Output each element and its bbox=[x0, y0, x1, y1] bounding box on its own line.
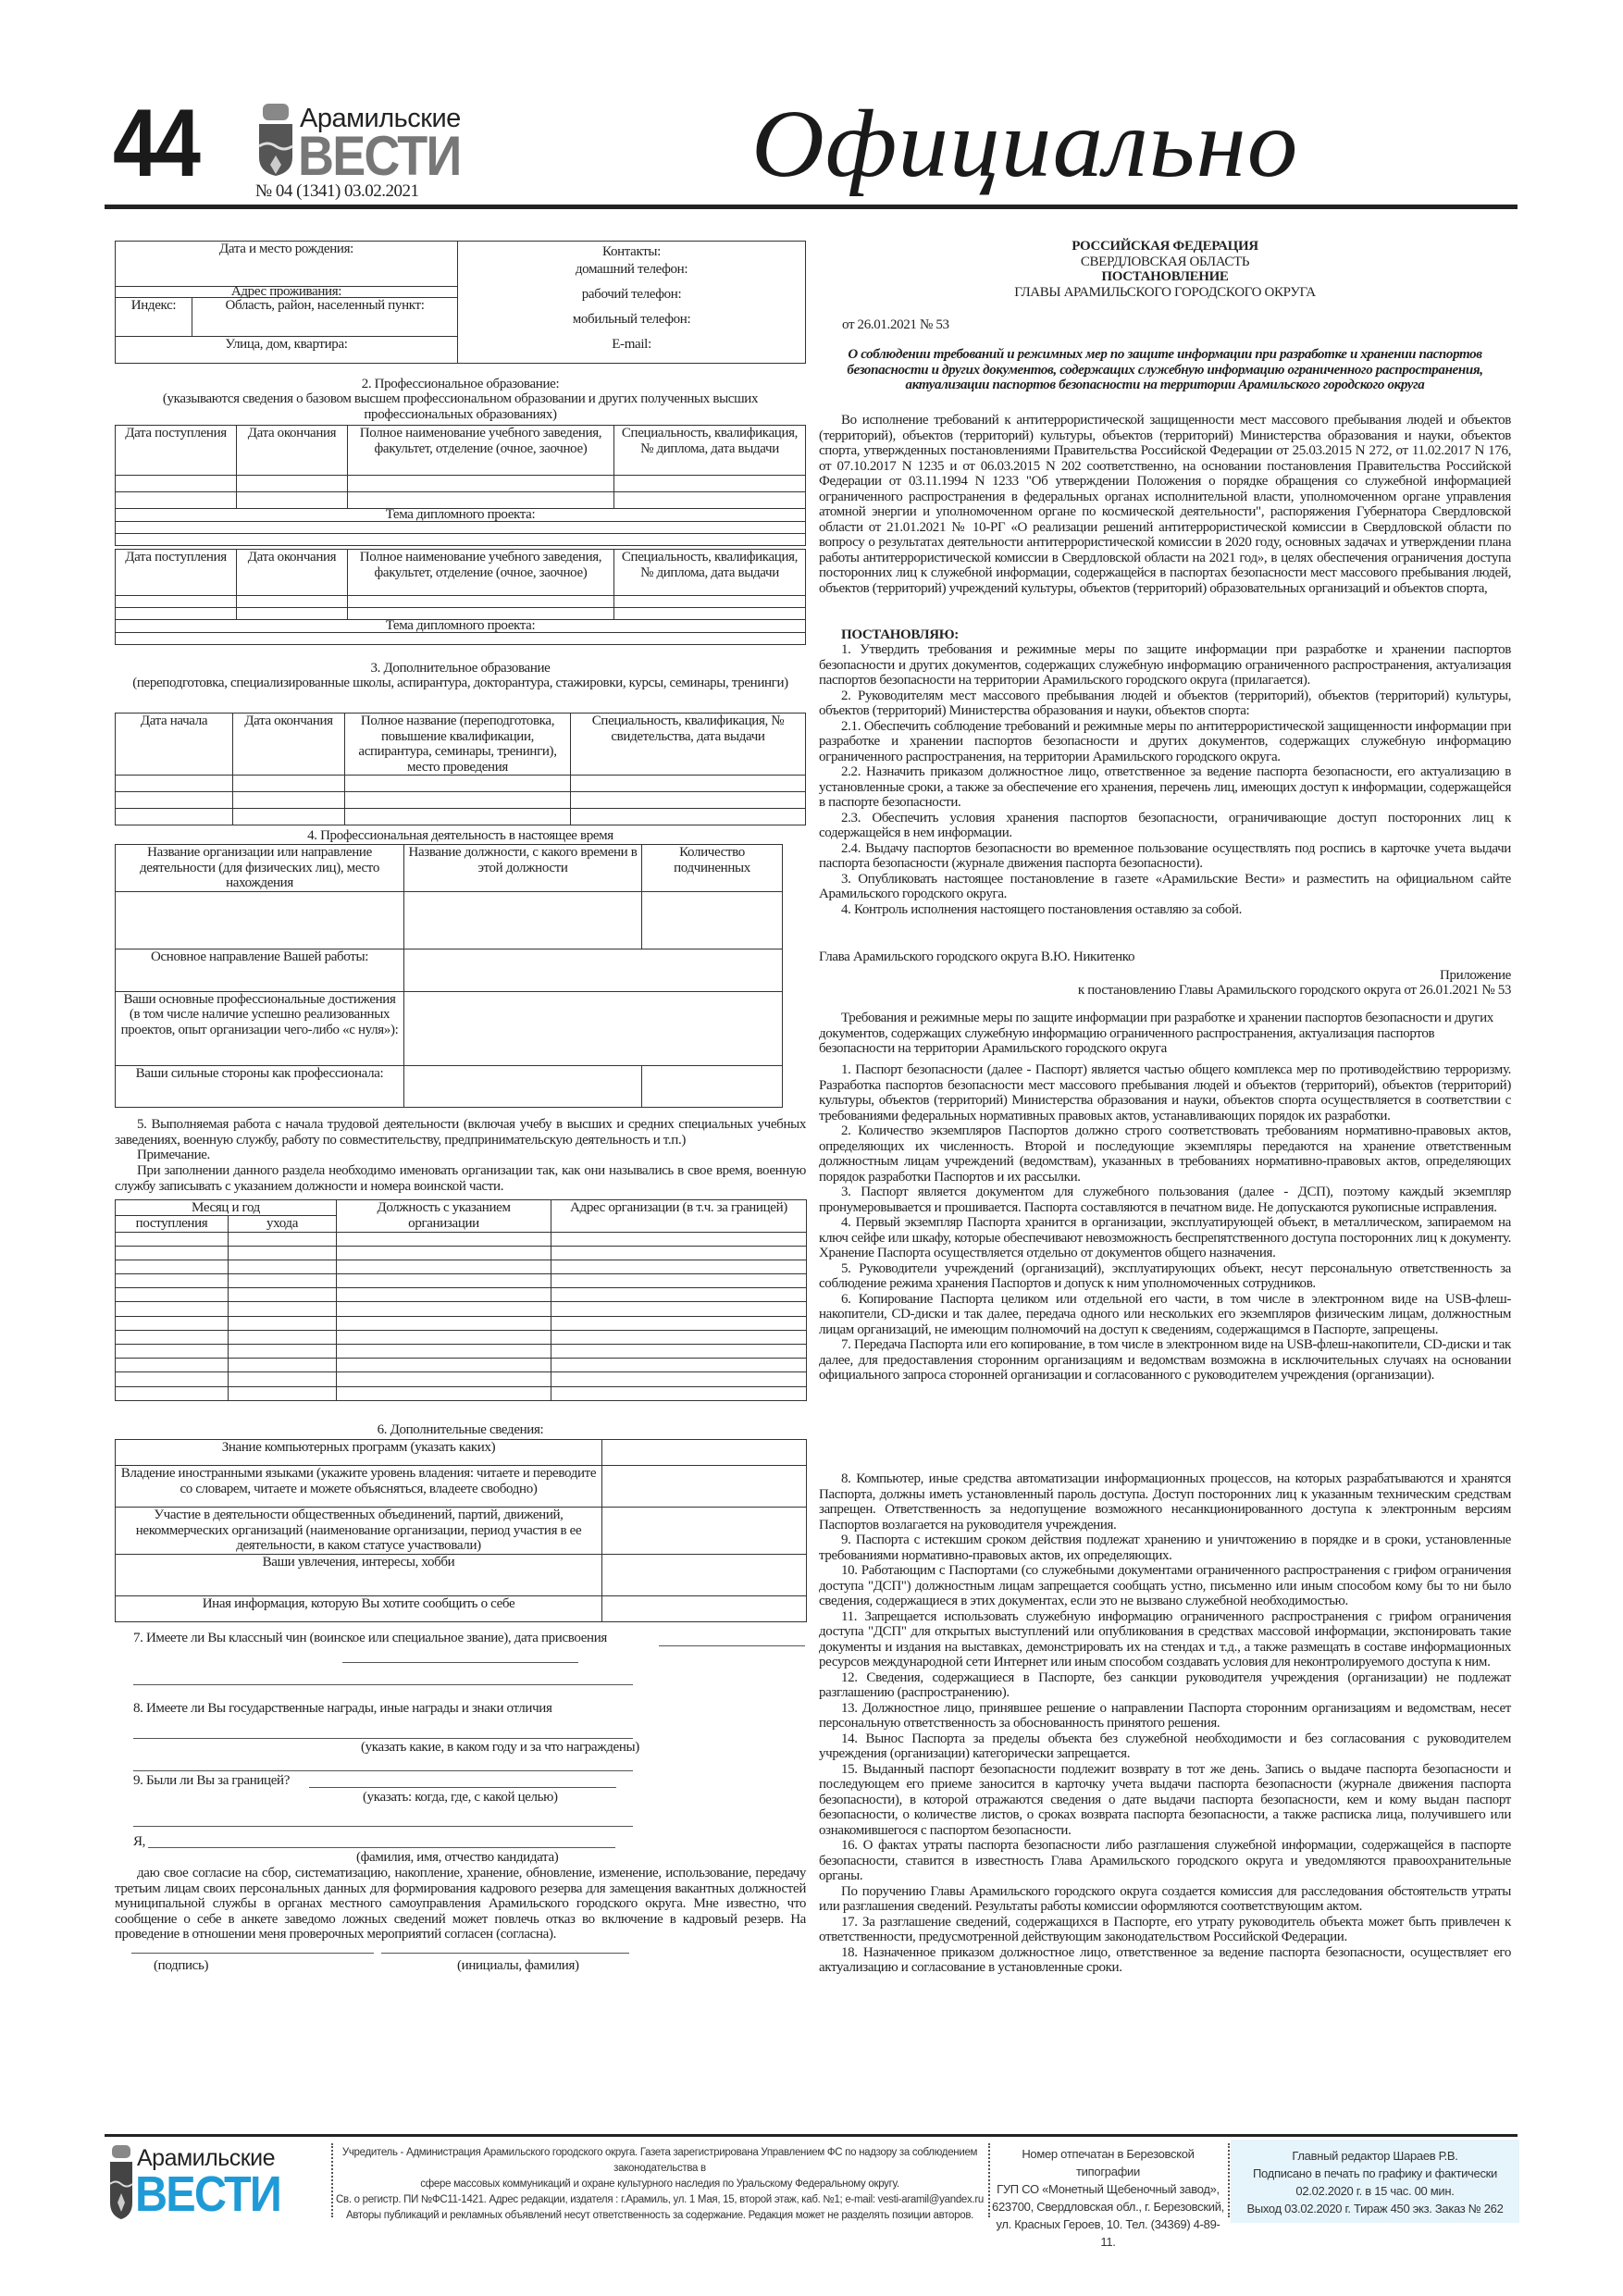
cell[interactable] bbox=[116, 608, 237, 620]
current-work-table bbox=[115, 844, 783, 1108]
col-header: Адрес организации (в т.ч. за границей) bbox=[551, 1200, 807, 1233]
paragraph: 18. Назначенное приказом должностное лицо, ответственное за ведение паспорта безопасности, осуществляет его актуализацию и согласование в установленные сроки. bbox=[819, 1944, 1511, 1975]
cell[interactable] bbox=[229, 1330, 337, 1344]
section-3-note: (переподготовка, специализированные школы, аспирантура, докторантура, стажировки, курсы, семинары, тренинги) bbox=[132, 676, 788, 690]
col-header: Специальность, квалификация, № диплома, дата выдачи bbox=[614, 426, 806, 476]
index-label: Индекс: bbox=[116, 298, 192, 337]
table-row bbox=[116, 1302, 807, 1316]
education-table-2 bbox=[115, 549, 806, 645]
cell[interactable] bbox=[614, 492, 806, 509]
row-label: Ваши сильные стороны как профессионала: bbox=[116, 1065, 404, 1107]
col-header: Название должности, с какого времени в этой должности bbox=[404, 845, 642, 892]
editor-line: Главный редактор Шараев Р.В. bbox=[1292, 2149, 1458, 2163]
table-row bbox=[116, 1345, 807, 1359]
col-header: Дата поступления bbox=[116, 426, 237, 476]
cell[interactable] bbox=[551, 1316, 807, 1330]
cell[interactable] bbox=[229, 1316, 337, 1330]
paragraph: 17. За разглашение сведений, содержащихся в Паспорте, его утрату руководитель объекта может быть привлечен к ответственности, предусмотренной действующим законодательством Российской Федерации. bbox=[819, 1914, 1511, 1944]
col-header: Полное наименование учебного заведения, факультет, отделение (очное, заочное) bbox=[348, 426, 614, 476]
paragraph: 2.4. Выдачу паспортов безопасности во временное пользование осуществлять под роспись в карточке учета выдачи паспорта безопасности (журнале движения паспорта безопасности). bbox=[819, 840, 1511, 871]
founder-line: Авторы публикаций и рекламных объявлений несут ответственность за содержание. Редакция может не разделять позиции авторов. bbox=[345, 2210, 974, 2221]
section-rubric: Официально bbox=[751, 91, 1299, 197]
cell[interactable] bbox=[229, 1246, 337, 1260]
cell[interactable] bbox=[337, 1246, 551, 1260]
footer-logo-line2: ВЕСТИ bbox=[135, 2166, 281, 2222]
cell[interactable] bbox=[345, 776, 571, 792]
cell[interactable] bbox=[345, 792, 571, 809]
col-header: ухода bbox=[229, 1216, 337, 1233]
signatory: Глава Арамильского городского округа В.Ю. Никитенко bbox=[819, 949, 1135, 964]
table-row bbox=[116, 1232, 807, 1246]
fio-hint: (фамилия, имя, отчество кандидата) bbox=[356, 1850, 559, 1865]
cell[interactable] bbox=[348, 596, 614, 608]
cell[interactable] bbox=[229, 1345, 337, 1359]
divider bbox=[1228, 2143, 1230, 2217]
appendix-ref: к постановлению Главы Арамильского городского округа от 26.01.2021 № 53 bbox=[1077, 983, 1511, 998]
decree-title: О соблюдении требований и режимных мер по защите информации при разработке и хранении паспортов безопасности и других документов, содержащих служебную информацию ограниченного распространения, актуализации паспортов безопасности на территории Арамильского городского округа bbox=[847, 347, 1483, 392]
cell[interactable] bbox=[337, 1260, 551, 1273]
cell[interactable] bbox=[404, 891, 642, 949]
col-header: Дата окончания bbox=[233, 714, 345, 776]
decree-items bbox=[819, 642, 1511, 917]
col-header: Должность с указанием организации bbox=[337, 1200, 551, 1233]
question-7: 7. Имеете ли Вы классный чин (воинское или специальное звание), дата присвоения bbox=[133, 1631, 607, 1645]
paragraph: 12. Сведения, содержащиеся в Паспорте, без санкции руководителя учреждения (организации) не подлежат разглашению (распространению). bbox=[819, 1669, 1511, 1700]
answer-line[interactable] bbox=[659, 1645, 805, 1646]
cell[interactable] bbox=[571, 776, 806, 792]
thesis-label: Тема дипломного проекта: bbox=[116, 509, 806, 522]
col-header: Количество подчиненных bbox=[642, 845, 783, 892]
requirements-items-b bbox=[819, 1471, 1511, 1976]
region-label: Область, район, населенный пункт: bbox=[192, 298, 458, 337]
table-row bbox=[116, 1316, 807, 1330]
cell[interactable] bbox=[116, 1359, 229, 1372]
row-label: Ваши увлечения, интересы, хобби bbox=[116, 1554, 602, 1595]
question-9-hint: (указать: когда, где, с какой целью) bbox=[363, 1790, 558, 1805]
initials-hint: (инициалы, фамилия) bbox=[457, 1958, 579, 1973]
issuer: ГЛАВЫ АРАМИЛЬСКОГО ГОРОДСКОГО ОКРУГА bbox=[1014, 284, 1316, 300]
contacts-cell bbox=[458, 242, 806, 364]
fio-line[interactable] bbox=[148, 1847, 615, 1848]
cell[interactable] bbox=[571, 792, 806, 809]
row-label: Знание компьютерных программ (указать каких) bbox=[116, 1440, 602, 1466]
resolve-label: ПОСТАНОВЛЯЮ: bbox=[841, 627, 959, 642]
paragraph: 8. Компьютер, иные средства автоматизации информационных процессов, на которых разрабатываются и хранятся Паспорта, должны иметь установленный пароль доступа. Доступ посторонних лиц к указанным техническим средствам запрещен. Ответственность за недопущение возможного несанкционированного доступа к электронным версиям Паспортов возлагается на руководителя учреждения. bbox=[819, 1471, 1511, 1533]
cell[interactable] bbox=[116, 1372, 229, 1386]
row-label: Ваши основные профессиональные достижения (в том числе наличие успешно реализованных проектов, опыт организации чего-либо «с нуля»): bbox=[116, 991, 404, 1065]
cell[interactable] bbox=[116, 809, 233, 825]
printing-line: Номер отпечатан в Березовской типографии bbox=[1022, 2147, 1195, 2178]
founder-line: Учредитель - Администрация Арамильского городского округа. Газета зарегистрирована Управлением ФС по надзору за соблюдением законодательства в bbox=[341, 2147, 978, 2174]
paragraph: 16. О фактах утраты паспорта безопасности либо разглашения служебной информации, содержащейся в паспорте безопасности, ставится в известность Глава Арамильского городского округа и уведомляются правоохранительные органы. bbox=[819, 1838, 1511, 1883]
cell[interactable] bbox=[116, 476, 237, 492]
address-label: Адрес проживания: bbox=[116, 287, 458, 298]
section-2-title: 2. Профессиональное образование: bbox=[361, 377, 560, 391]
printing-info bbox=[990, 2145, 1226, 2251]
section-6-title: 6. Дополнительные сведения: bbox=[377, 1422, 544, 1437]
requirements-items-a bbox=[819, 1062, 1511, 1384]
mobile-phone-label: мобильный телефон: bbox=[572, 312, 691, 327]
answer-line[interactable] bbox=[133, 1738, 633, 1739]
cell[interactable] bbox=[229, 1359, 337, 1372]
printing-line: 623700, Свердловская обл., г. Березовский, bbox=[992, 2200, 1224, 2214]
region: СВЕРДЛОВСКАЯ ОБЛАСТЬ bbox=[1080, 254, 1250, 269]
question-8: 8. Имеете ли Вы государственные награды, иные награды и знаки отличия bbox=[133, 1701, 552, 1716]
row-label: Владение иностранными языками (укажите уровень владения: читаете и переводите со словарем, читаете и можете объясняться, владеете свободно) bbox=[116, 1466, 602, 1508]
table-row bbox=[116, 1274, 807, 1288]
cell[interactable] bbox=[404, 991, 783, 1065]
cell[interactable] bbox=[551, 1246, 807, 1260]
email-label: E-mail: bbox=[612, 337, 651, 352]
col-header: Дата окончания bbox=[237, 550, 348, 596]
col-header: Полное название (переподготовка, повышение квалификации, аспирантура, семинары, тренинги), место проведения bbox=[345, 714, 571, 776]
home-phone-label: домашний телефон: bbox=[575, 262, 688, 277]
printing-line: ул. Красных Героев, 10. Тел. (34369) 4-89-11. bbox=[996, 2217, 1220, 2249]
cell[interactable] bbox=[237, 492, 348, 509]
cell[interactable] bbox=[551, 1330, 807, 1344]
paragraph: 3. Паспорт является документом для служебного пользования (далее - ДСП), поэтому каждый экземпляр пронумеровывается и прошивается. Паспорта составляются в печатном виде. Не допускаются рукописные исправления. bbox=[819, 1185, 1511, 1215]
cell[interactable] bbox=[337, 1386, 551, 1400]
decree-preamble: Во исполнение требований к антитеррористической защищенности мест массового пребывания людей и объектов (территорий), объектов (территорий) культуры, объектов (территорий) Министерства образования и науки, объектов спорта, утвержденных постановлениями Правительства Российской Федерации от 25.03.2015 N 272, от 11.02.2017 N 176, от 07.10.2017 N 1235 и от 06.03.2015 N 202 соответственно, на основании постановления Правительства Российской Федерации от 03.11.1994 N 1233 "Об утверждении Положения о порядке обращения со служебной информацией ограниченного распространения в федеральных органах исполнительной власти, уполномоченном органе управления атомной энергии и уполномоченном органе по космической деятельности", распоряжения Губернатора Свердловской области от 21.01.2021 № 10-РГ «О реализации решений антитеррористической комиссии в Свердловской области по вопросу о результатах деятельности антитеррористической комиссии в 2020 году, основных задачах и утверждении плана работы антитеррористической комиссии в Свердловской области на 2021 год», в целях обеспечения ограничения доступа посторонних лиц к служебной информации, содержащейся в паспортах безопасности мест массового пребывания людей, объектов (территорий) учреждений культуры, объектов (территорий) образовательных организаций и объектов спорта, bbox=[819, 413, 1511, 596]
col-header: поступления bbox=[116, 1216, 229, 1233]
cell[interactable] bbox=[337, 1274, 551, 1288]
logo-title-line2: ВЕСТИ bbox=[298, 125, 461, 187]
paragraph: 4. Контроль исполнения настоящего постановления оставляю за собой. bbox=[841, 901, 1243, 917]
cell[interactable] bbox=[116, 776, 233, 792]
coat-of-arms-icon bbox=[255, 102, 296, 178]
founder-line: Св. о регистр. ПИ №ФС11-1421. Адрес редакции, издателя : г.Арамиль, ул. 1 Мая, 15, второй этаж, каб. №1; e-mail: vesti-aramil@yandex.ru bbox=[336, 2194, 984, 2205]
cell[interactable] bbox=[116, 1232, 229, 1246]
section-5-text: 5. Выполняемая работа с начала трудовой деятельности (включая учебу в высших и средних специальных учебных заведениях, военную службу, работу по совместительству, предпринимательскую деятельность и т.п.) bbox=[115, 1117, 806, 1148]
col-header: Дата окончания bbox=[237, 426, 348, 476]
col-header: Специальность, квалификация, № диплома, дата выдачи bbox=[614, 550, 806, 596]
table-row bbox=[116, 1372, 807, 1386]
cell[interactable] bbox=[116, 492, 237, 509]
table-row bbox=[116, 1359, 807, 1372]
decree-heading bbox=[819, 239, 1511, 300]
country: РОССИЙСКАЯ ФЕДЕРАЦИЯ bbox=[1072, 239, 1258, 254]
table-row bbox=[116, 1246, 807, 1260]
section-5-note-label: Примечание. bbox=[137, 1148, 210, 1162]
coat-of-arms-icon bbox=[109, 2145, 133, 2219]
additional-education-table bbox=[115, 713, 806, 825]
signature-line[interactable] bbox=[131, 1953, 374, 1954]
personal-contacts-table bbox=[115, 241, 806, 364]
cell[interactable] bbox=[571, 809, 806, 825]
extra-info-table bbox=[115, 1439, 807, 1622]
table-row bbox=[116, 1386, 807, 1400]
appendix-label: Приложение bbox=[1439, 968, 1511, 983]
header-rule bbox=[105, 205, 1518, 209]
section-2-note: (указываются сведения о базовом высшем профессиональном образовании и других полученных высших профессиональных образованиях) bbox=[162, 391, 759, 422]
education-table-1 bbox=[115, 425, 806, 546]
answer-line[interactable] bbox=[133, 1684, 633, 1685]
printing-line: ГУП СО «Монетный Щебеночный завод», bbox=[997, 2182, 1220, 2196]
cell[interactable] bbox=[642, 1065, 783, 1107]
street-label: Улица, дом, квартира: bbox=[116, 337, 458, 364]
cell[interactable] bbox=[337, 1345, 551, 1359]
i-label: Я, bbox=[133, 1834, 146, 1849]
table-row bbox=[116, 1330, 807, 1344]
logo-title-line1: Арамильские bbox=[300, 104, 461, 133]
row-label: Основное направление Вашей работы: bbox=[116, 949, 404, 991]
cell[interactable] bbox=[116, 1274, 229, 1288]
paragraph: 1. Паспорт безопасности (далее - Паспорт) является частью общего комплекса мер по противодействию терроризму. Разработка паспортов безопасности мест массового пребывания людей и объектов (территорий), объектов (территорий) культуры, объектов (территорий) Министерства образования и науки, объектов спорта осуществляется в соответствии с требованиями федеральных нормативных правовых актов, устанавливающих порядок их разработки. bbox=[819, 1062, 1511, 1123]
paragraph: 6. Копирование Паспорта целиком или отдельной его части, в том числе в электронном виде на USB-флеш-накопители, CD-диски и так далее, передача одного или нескольких его экземпляров физическим лицам, должностным лицам организаций, не имеющим полномочий на доступ к сведениям, содержащимся в Паспорте, запрещены. bbox=[819, 1291, 1511, 1337]
cell[interactable] bbox=[116, 1316, 229, 1330]
work-phone-label: рабочий телефон: bbox=[581, 287, 682, 302]
cell[interactable] bbox=[237, 476, 348, 492]
cell[interactable] bbox=[337, 1288, 551, 1302]
paragraph: 2.2. Назначить приказом должностное лицо, ответственное за ведение паспорта безопасности, его актуализацию в установленные сроки, а также за обеспечение его хранения, перечень лиц, имеющих доступ к информации, содержащейся в паспорте безопасности. bbox=[819, 764, 1511, 810]
cell[interactable] bbox=[229, 1232, 337, 1246]
section-3-title: 3. Дополнительное образование bbox=[370, 661, 551, 676]
cell[interactable] bbox=[345, 809, 571, 825]
cell[interactable] bbox=[116, 633, 806, 645]
footer-logo-line1: Арамильские bbox=[137, 2145, 276, 2171]
cell[interactable] bbox=[337, 1330, 551, 1344]
cell[interactable] bbox=[602, 1595, 807, 1621]
cell[interactable] bbox=[229, 1302, 337, 1316]
paragraph: 2. Количество экземпляров Паспортов должно строго соответствовать требованиям нормативно-правовых актов, определяющих их численность. Второй и последующие экземпляры передаются на хранение ответственным должностным лицам учреждений (ведомствам), указанных в требованиях нормативно-правовых актов, определяющих порядок разработки Паспортов и их рассылки. bbox=[819, 1123, 1511, 1185]
cell[interactable] bbox=[337, 1232, 551, 1246]
initials-line[interactable] bbox=[381, 1953, 629, 1954]
cell[interactable] bbox=[551, 1386, 807, 1400]
paragraph: 3. Опубликовать настоящее постановление в газете «Арамильские Вести» и разместить на официальном сайте Арамильского городского округа. bbox=[819, 871, 1511, 901]
cell[interactable] bbox=[337, 1302, 551, 1316]
row-label: Иная информация, которую Вы хотите сообщить о себе bbox=[116, 1595, 602, 1621]
editor-line: Выход 03.02.2020 г. Тираж 450 экз. Заказ № 262 bbox=[1246, 2202, 1504, 2215]
table-row bbox=[116, 1260, 807, 1273]
answer-line[interactable] bbox=[342, 1662, 578, 1663]
paragraph: 9. Паспорта с истекшим сроком действия подлежат хранению и уничтожению в порядке и в сроки, установленные требованиями нормативно-правовых актов, их определяющих. bbox=[819, 1533, 1511, 1563]
cell[interactable] bbox=[602, 1440, 807, 1466]
cell[interactable] bbox=[237, 596, 348, 608]
paragraph: 10. Работающим с Паспортами (со служебными документами ограниченного распространения с грифом ограничения доступа "ДСП") должностным лицам запрещается сообщать устно, письменно или иным способом кому бы то ни было сведения, содержащиеся в этих документах, если это не вызвано служебной необходимостью. bbox=[819, 1563, 1511, 1608]
cell[interactable] bbox=[116, 1386, 229, 1400]
founder-info bbox=[335, 2145, 985, 2224]
cell[interactable] bbox=[116, 1330, 229, 1344]
contacts-label: Контакты: bbox=[602, 244, 661, 259]
col-header: Специальность, квалификация, № свидетельства, дата выдачи bbox=[571, 714, 806, 776]
cell[interactable] bbox=[551, 1345, 807, 1359]
work-history-table bbox=[115, 1199, 807, 1401]
cell[interactable] bbox=[348, 476, 614, 492]
founder-line: сфере массовых коммуникаций и охране культурного наследия по Уральскому Федеральному округу. bbox=[420, 2178, 899, 2190]
cell[interactable] bbox=[116, 1345, 229, 1359]
col-header: Название организации или направление деятельности (для физических лиц), место нахождения bbox=[116, 845, 404, 892]
paragraph: 4. Первый экземпляр Паспорта хранится в организации, эксплуатирующей объект, в металлическом, запираемом на ключ сейфе или шкафу, которые обеспечивают невозможность беспрепятственного доступа посторонних лиц к документу. Хранение Паспорта осуществляется отдельно от документов общего назначения. bbox=[819, 1215, 1511, 1260]
editor-line: 02.02.2020 г. в 15 час. 00 мин. bbox=[1295, 2184, 1455, 2198]
paragraph: 13. Должностное лицо, принявшее решение о направлении Паспорта сторонним организациям и ведомствам, несет персональную ответственность за обоснованность принятого решения. bbox=[819, 1700, 1511, 1731]
cell[interactable] bbox=[551, 1274, 807, 1288]
paragraph: 11. Запрещается использовать служебную информацию ограниченного распространения с грифом ограничения доступа "ДСП" для открытых выступлений или опубликования в средствах массовой информации, экспонировать такие документы и издания на выставках, демонстрировать их на стендах и т.д., а также размещать в составе информационных ресурсов международной сети Интернет или иным способом создавать условия для неконтролируемого доступа к ним. bbox=[819, 1608, 1511, 1669]
cell[interactable] bbox=[551, 1260, 807, 1273]
thesis-label: Тема дипломного проекта: bbox=[116, 620, 806, 633]
cell[interactable] bbox=[602, 1466, 807, 1508]
page-number: 44 bbox=[113, 90, 198, 197]
cell[interactable] bbox=[116, 891, 404, 949]
section-4-title: 4. Профессиональная деятельность в настоящее время bbox=[307, 828, 613, 843]
col-header: Дата начала bbox=[116, 714, 233, 776]
paragraph: 15. Выданный паспорт безопасности подлежит возврату в тот же день. Запись о выдаче паспорта безопасности и последующем его приеме заносится в карточку учета выдачи паспорта безопасности (журнале движения паспорта безопасности), в которой отражаются сведения о дате выдачи паспорта безопасности, кем и кому выдан паспорт безопасности, о количестве листов, о сроках возврата паспорта безопасности, а также расписка лица, получившего или ознакомившегося с паспортом безопасности. bbox=[819, 1761, 1511, 1838]
cell[interactable] bbox=[116, 792, 233, 809]
cell[interactable] bbox=[602, 1508, 807, 1555]
col-header: Дата поступления bbox=[116, 550, 237, 596]
consent-text: даю свое согласие на сбор, систематизацию, накопление, хранение, обновление, изменение, использование, передачу третьим лицам своих персональных данных для формирования кадрового резерва для замещения вакантных должностей муниципальной службы в органах местного самоуправления Арамильского городского округа. Мне известно, что сообщение о себе в анкете заведомо ложных сведений может повлечь отказ во включение в кадровый резерв. На проведение в отношении меня проверочных мероприятий согласен (согласна). bbox=[115, 1866, 806, 1942]
paragraph: 2.1. Обеспечить соблюдение требований и режимные меры по антитеррористической защищенности информации при разработке и хранении паспортов безопасности и других документов, содержащих служебную информацию ограниченного распространения, на территории Арамильского городского округа. bbox=[819, 718, 1511, 764]
editor-info bbox=[1231, 2140, 1519, 2223]
cell[interactable] bbox=[614, 476, 806, 492]
cell[interactable] bbox=[404, 1065, 642, 1107]
cell[interactable] bbox=[116, 1302, 229, 1316]
row-label: Участие в деятельности общественных объединений, партий, движений, некоммерческих организаций (наименование организации, период участия в ее деятельности, в каком статусе участвовали) bbox=[116, 1508, 602, 1555]
cell[interactable] bbox=[551, 1232, 807, 1246]
answer-line[interactable] bbox=[309, 1787, 616, 1788]
paragraph: 7. Передача Паспорта или его копирование, в том числе в электронном виде на USB-флеш-накопители, CD-диски и так далее, для предоставления сторонним организациям и ведомствам возможна в исключительных случаях на основании официального запроса сторонней организации и согласованного с руководителем учреждения (организации). bbox=[819, 1337, 1511, 1383]
cell[interactable] bbox=[614, 596, 806, 608]
cell[interactable] bbox=[348, 492, 614, 509]
issue-number: № 04 (1341) 03.02.2021 bbox=[255, 181, 419, 201]
cell[interactable] bbox=[602, 1554, 807, 1595]
cell[interactable] bbox=[116, 1260, 229, 1273]
paragraph: 2. Руководителям мест массового пребывания людей и объектов (территорий), объектов (территорий) культуры, объектов (территорий) Министерства образования и науки, объектов спорта: bbox=[819, 688, 1511, 718]
cell[interactable] bbox=[116, 1288, 229, 1302]
cell[interactable] bbox=[229, 1372, 337, 1386]
cell[interactable] bbox=[551, 1359, 807, 1372]
col-header: Полное наименование учебного заведения, факультет, отделение (очное, заочное) bbox=[348, 550, 614, 596]
decree-date: от 26.01.2021 № 53 bbox=[842, 317, 949, 332]
paragraph: 14. Вынос Паспорта за пределы объекта без служебной необходимости и без согласования с руководителем учреждения (организации) категорически запрещается. bbox=[819, 1731, 1511, 1761]
cell[interactable] bbox=[116, 522, 806, 534]
cell[interactable] bbox=[337, 1316, 551, 1330]
cell[interactable] bbox=[551, 1302, 807, 1316]
cell[interactable] bbox=[614, 608, 806, 620]
cell[interactable] bbox=[237, 608, 348, 620]
cell[interactable] bbox=[229, 1386, 337, 1400]
question-8-hint: (указать какие, в каком году и за что награждены) bbox=[361, 1740, 639, 1755]
cell[interactable] bbox=[551, 1288, 807, 1302]
table-row bbox=[116, 1288, 807, 1302]
divider bbox=[331, 2143, 333, 2217]
paragraph: 1. Утвердить требования и режимные меры по защите информации при разработке и хранении паспортов безопасности и других документов, содержащих служебную информацию ограниченного распространения, актуализация паспортов безопасности на территории Арамильского городского округа (прилагается). bbox=[819, 642, 1511, 688]
cell[interactable] bbox=[404, 949, 783, 991]
cell[interactable] bbox=[229, 1260, 337, 1273]
editor-line: Подписано в печать по графику и фактически bbox=[1252, 2166, 1498, 2180]
cell[interactable] bbox=[229, 1288, 337, 1302]
cell[interactable] bbox=[642, 891, 783, 949]
answer-line[interactable] bbox=[133, 1770, 633, 1771]
col-header: Месяц и год bbox=[116, 1200, 337, 1216]
paragraph: По поручению Главы Арамильского городского округа создается комиссия для расследования обстоятельств утраты или разглашения сведений. Результаты работы комиссии оформляются соответствующим актом. bbox=[819, 1883, 1511, 1914]
requirements-title: Требования и режимные меры по защите информации при разработке и хранении паспортов безопасности и других документов, содержащих служебную информацию ограниченного распространения, актуализация паспортов безопасности на территории Арамильского городского округа bbox=[819, 1011, 1493, 1056]
cell[interactable] bbox=[551, 1372, 807, 1386]
cell[interactable] bbox=[337, 1372, 551, 1386]
section-5-note: При заполнении данного раздела необходимо именовать организации так, как они назывались в свое время, военную службу записывать с указанием должности и номера воинской части. bbox=[115, 1163, 806, 1194]
cell[interactable] bbox=[233, 792, 345, 809]
cell[interactable] bbox=[116, 596, 237, 608]
cell[interactable] bbox=[229, 1274, 337, 1288]
cell[interactable] bbox=[337, 1359, 551, 1372]
paragraph: 2.3. Обеспечить условия хранения паспортов безопасности, ограничивающие доступ посторонних лиц к содержащейся в нем информации. bbox=[819, 810, 1511, 840]
question-9: 9. Были ли Вы за границей? bbox=[133, 1773, 291, 1788]
signature-hint: (подпись) bbox=[154, 1958, 209, 1973]
paragraph: 5. Руководители учреждений (организаций), эксплуатирующих объект, несут персональную ответственность за соблюдение режима хранения Паспортов и допуск к ним уполномоченных сотрудников. bbox=[819, 1260, 1511, 1291]
cell[interactable] bbox=[116, 534, 806, 546]
doc-type: ПОСТАНОВЛЕНИЕ bbox=[1101, 269, 1229, 284]
cell[interactable] bbox=[116, 1246, 229, 1260]
footer-rule bbox=[105, 2134, 1518, 2137]
answer-line[interactable] bbox=[133, 1826, 633, 1827]
birth-field-label: Дата и место рождения: bbox=[116, 242, 458, 287]
cell[interactable] bbox=[233, 809, 345, 825]
cell[interactable] bbox=[233, 776, 345, 792]
